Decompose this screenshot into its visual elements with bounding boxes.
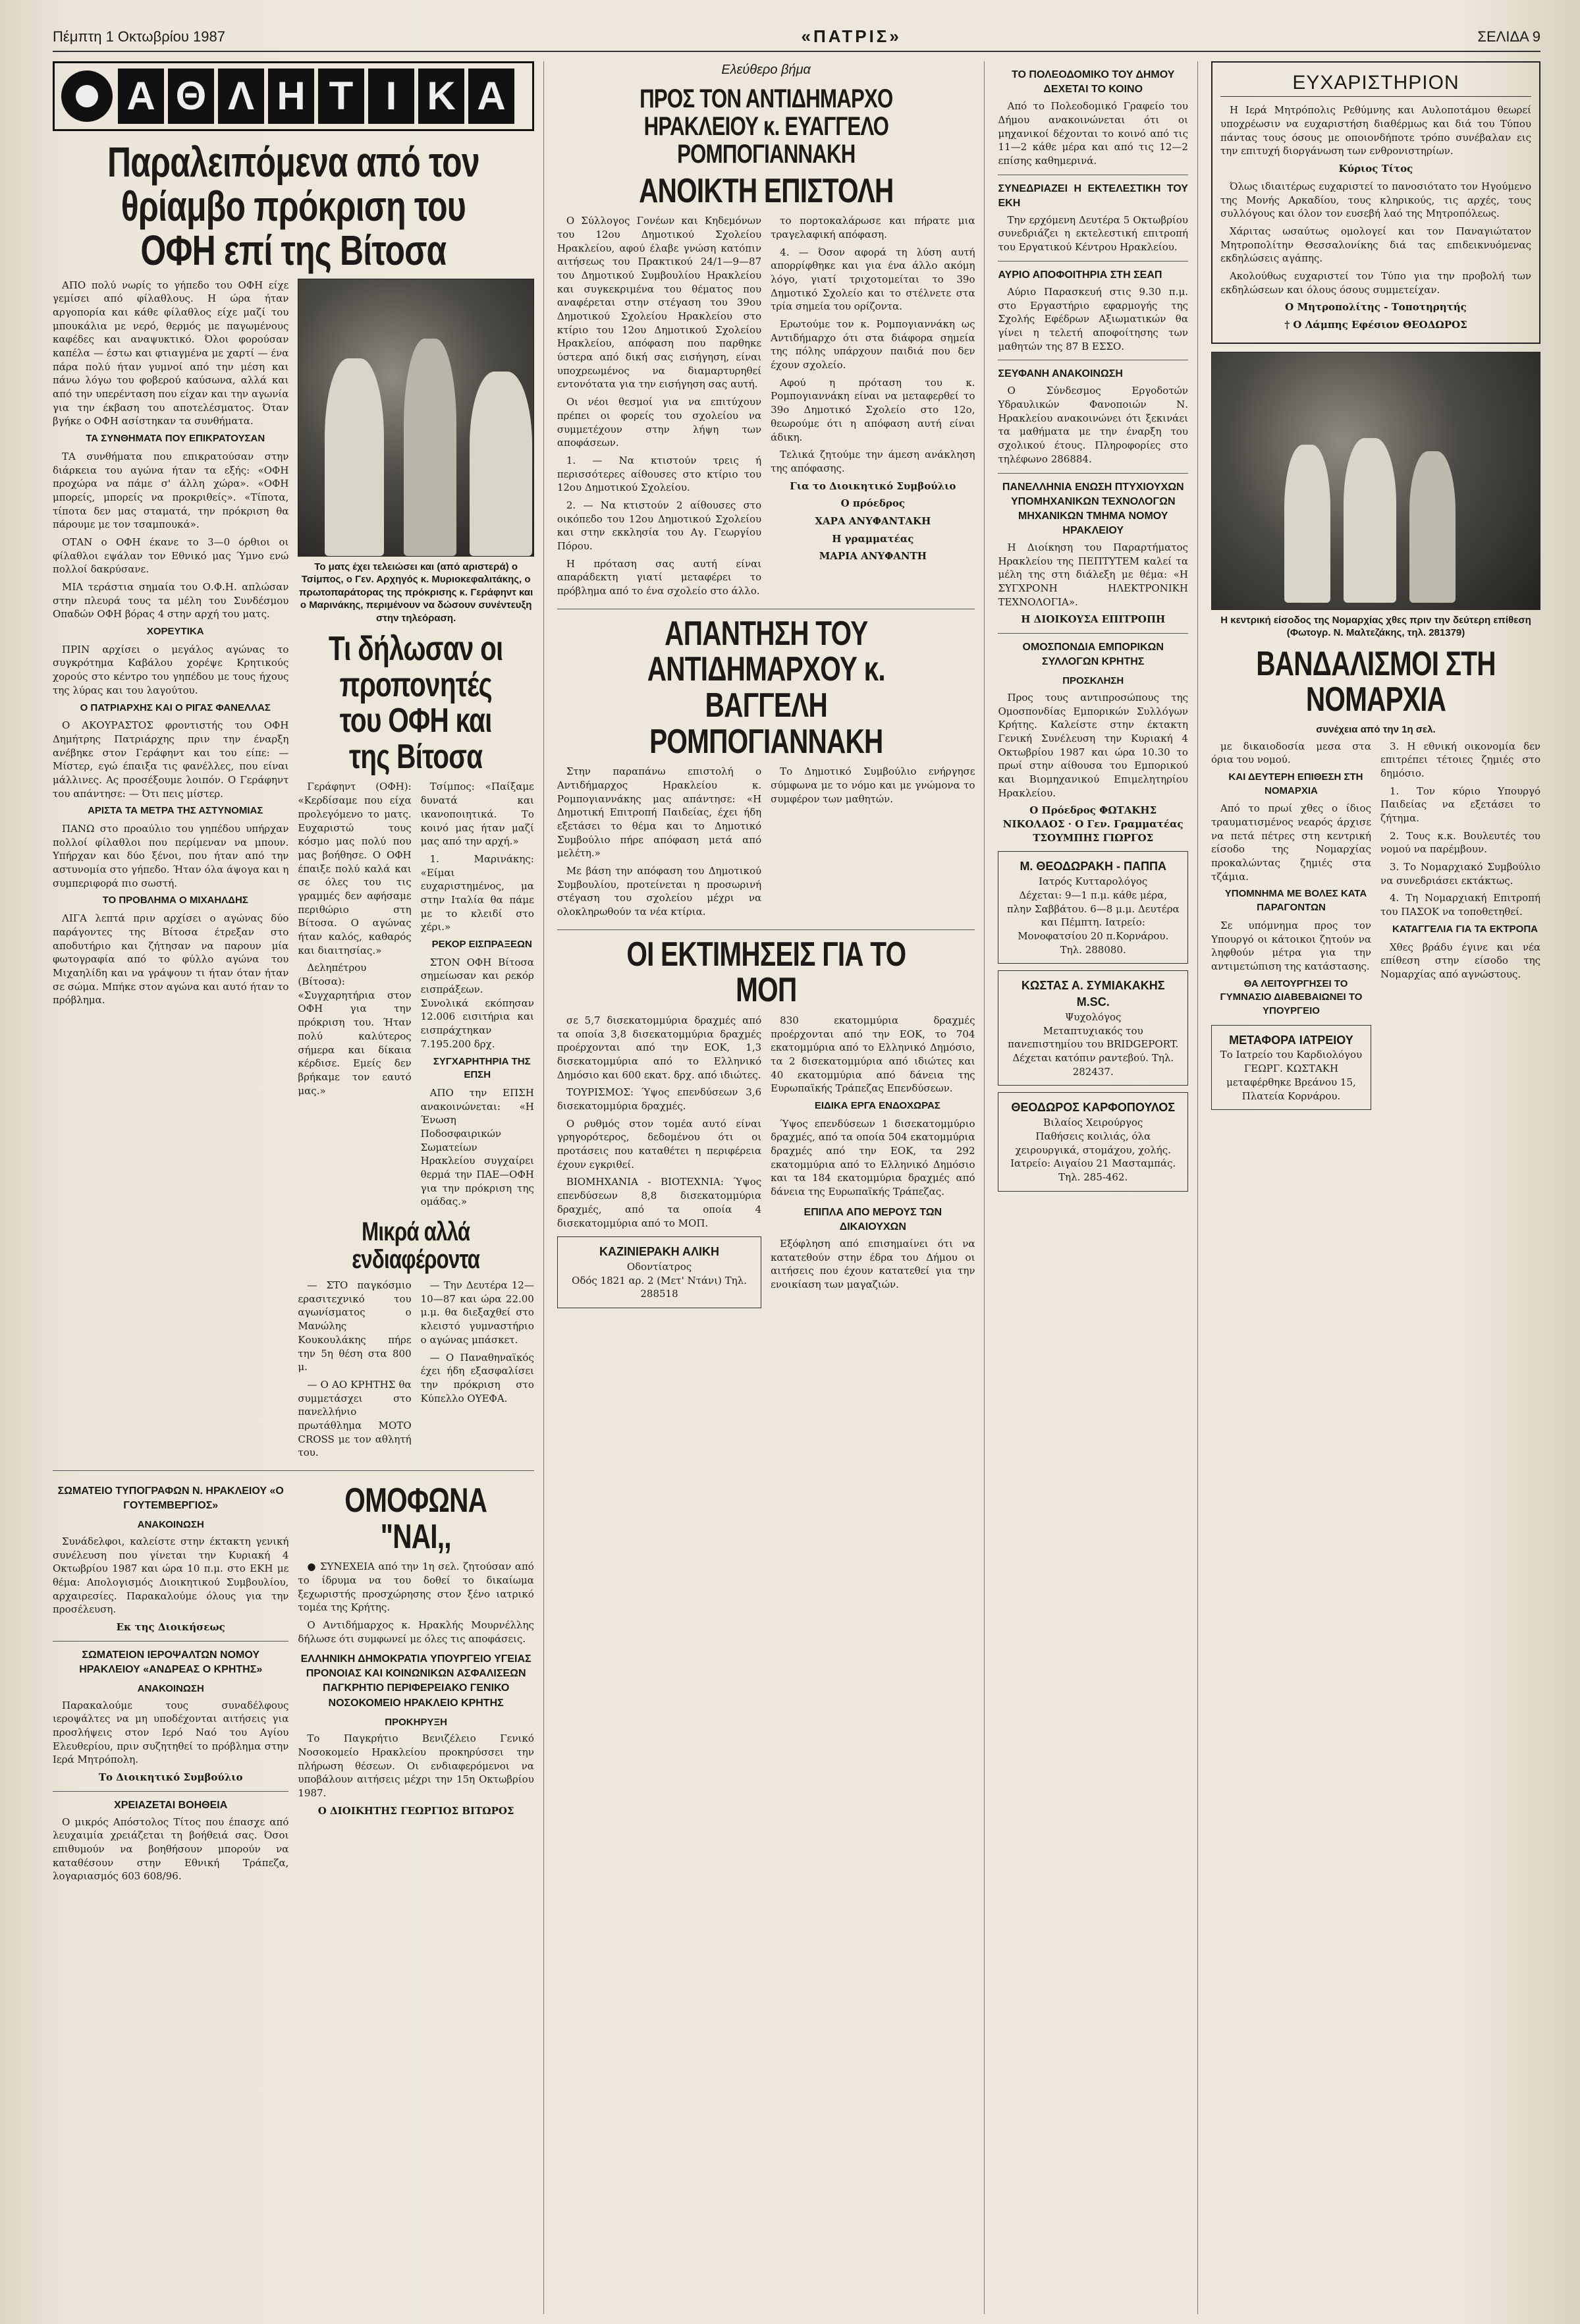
notice-text: Η Διοίκηση του Παραρτήματος Ηρακλείου της ΠΕΠΤΥΤΕΜ καλεί τα μέλη της στη διάλεξη με θέμα: «Η ΣΥΓΧΡΟΝΗ ΗΛΕΚΤΡΟΝΙΚΗ ΤΕΧΝΟΛΟΓΙΑ». [998, 541, 1188, 608]
announcement-heading: ΕΛΛΗΝΙΚΗ ΔΗΜΟΚΡΑΤΙΑ ΥΠΟΥΡΓΕΙΟ ΥΓΕΙΑΣ ΠΡΟΝΟΙΑΣ ΚΑΙ ΚΟΙΝΩΝΙΚΩΝ ΑΣΦΑΛΙΣΕΩΝ ΠΑΓΚΡΗΤΙΟ ΠΕΡΙΦΕΡΕΙΑΚΟ ΓΕΝΙΚΟ ΝΟΣΟΚΟΜΕΙΟ ΗΡΑΚΛΕΙΟ ΚΡΗΤΗΣ [300, 1653, 531, 1709]
nomarchia-body-left [1211, 740, 1371, 1117]
paragraph: 2. Τους κ.κ. Βουλευτές του νομού να παρέμβουν. [1380, 829, 1540, 856]
paragraph: Η πρόταση σας αυτή είναι απαράδεκτη γιατί μεταφέρει το πρόβλημα από το ένα σχολείο στο άλλο. [557, 557, 762, 597]
letter-signature-role: Η γραμματέας [832, 532, 914, 545]
letter-body [557, 214, 975, 602]
nomarchia-photo-caption: Η κεντρική είσοδος της Νομαρχίας χθες πριν την δεύτερη επίθεση (Φωτογρ. Ν. Μαλτεζάκης, τηλ. 281379) [1220, 614, 1531, 639]
paragraph: ΜΙΑ τεράστια σημαία του Ο.Φ.Η. απλώσαν στην πλευρά τους τα μέλη του Συνδέσμου Οπαδών ΟΦΗ βόρας 4 στην αρχή του ματς. [53, 581, 289, 621]
ad-text: Δέχεται: 9—1 π.μ. κάθε μέρα, πλην Σαββάτου. 6—8 μ.μ. Δευτέρα και Πέμπτη. Ιατρείο: Μονοφατσίου 20 π.Κορνάρου. Τηλ. 288080. [1006, 889, 1180, 956]
football-icon [61, 70, 113, 122]
paragraph: ΒΙΟΜΗΧΑΝΙΑ - ΒΙΟΤΕΧΝΙΑ: Ύψος επενδύσεων 8,8 δισεκατομμύρια δραχμές, από τα οποία 4 δισεκατομμύρια από το ΜΟΠ. [557, 1176, 762, 1229]
paragraph: Τελικά ζητούμε την άμεση ανάκληση της απόφασης. [771, 449, 975, 474]
sports-headline-2: Τι δήλωσαν οι προπονητές του ΟΦΗ και της Βίτοσα [329, 630, 503, 776]
ad-role: Οδοντίατρος [626, 1261, 692, 1273]
short-news-right [421, 1279, 534, 1464]
divider [998, 473, 1187, 474]
ad-name: ΚΑΖΙΝΙΕΡΑΚΗ ΑΛΙΚΗ [599, 1245, 719, 1259]
reply-body-left [557, 765, 761, 923]
notice-title: ΑΥΡΙΟ ΑΠΟΦΟΙΤΗΡΙΑ ΣΤΗ ΣΕΑΠ [998, 269, 1162, 281]
notice-text: Αύριο Παρασκευή στις 9.30 π.μ. στο Εργαστήριο εφαρμογής της Σχολής Εφέδρων Αξιωματικών θα γίνει η τελετή αποφοίτησης των μαθητών της 87 Β ΕΣΣΟ. [998, 285, 1188, 352]
ad-name: Μ. ΘΕΟΔΩΡΑΚΗ - ΠΑΠΠΑ [1020, 860, 1166, 873]
paragraph: 4. Τη Νομαρχιακή Επιτροπή του ΠΑΣΟΚ να τοποθετηθεί. [1380, 892, 1540, 918]
subheading: ΕΙΔΙΚΑ ΕΡΓΑ ΕΝΔΟΧΩΡΑΣ [814, 1100, 940, 1111]
notice-title: ΣΩΜΑΤΕΙΟ ΤΥΠΟΓΡΑΦΩΝ Ν. ΗΡΑΚΛΕΙΟΥ «Ο ΓΟΥΤΕΜΒΕΡΓΙΟΣ» [57, 1485, 284, 1512]
ad-cytologist [998, 851, 1187, 964]
photo-figure [1284, 445, 1330, 603]
paragraph: το πορτοκαλάρωσε και πήρατε μια τραγελαφική απόφαση. [771, 215, 975, 240]
banner-letter: Θ [168, 69, 214, 124]
paragraph: Στην παραπάνω επιστολή ο Αντιδήμαρχος Ηρακλείου κ. Ρομπογιαννάκης μας απάντησε: «Η Δημοτική Επιτροπή Παιδείας, έχει ήδη εξετάσει το θέμα και το Δημοτικό Συμβούλιο πήρε απόφαση μετά από μελέτη.» [557, 765, 762, 860]
banner-letter: Α [118, 69, 164, 124]
letter-headline: ΠΡΟΣ ΤΟΝ ΑΝΤΙΔΗΜΑΡΧΟ ΗΡΑΚΛΕΙΟΥ κ. ΕΥΑΓΓΕΛΟ ΡΟΜΠΟΓΙΑΝΝΑΚΗ [639, 84, 893, 169]
short-news [298, 1279, 533, 1464]
reply-body [557, 765, 975, 923]
notice-text: Προς τους αντιπροσώπους της Ομοσπονδίας Εμπορικών Συλλόγων Κρήτης. Καλείστε στην έκτακτη Γενική Συνέλευση την Κυριακή 4 Οκτωβρίου 1987 και ώρα 10.30 το πρωί στην αίθουσα του Εμπορικού και Βιομηχανικού Επιμελητηρίου Ηρακλείου. [998, 691, 1188, 799]
thanks-signature-role: Κύριος Τίτος [1338, 163, 1413, 175]
sports-banner-letters [118, 69, 514, 124]
subheading: Ο ΠΑΤΡΙΑΡΧΗΣ ΚΑΙ Ο ΡΙΓΑΣ ΦΑΝΕΛΛΑΣ [80, 702, 271, 713]
paragraph: Χθες βράδυ έγινε και νέα επίθεση στην είσοδο της Νομαρχίας από αγνώστους. [1380, 941, 1540, 980]
announcement-signature: Ο ΔΙΟΙΚΗΤΗΣ ΓΕΩΡΓΙΟΣ ΒΙΤΩΡΟΣ [317, 1804, 514, 1817]
ad-text: Μεταπτυχιακός του πανεπιστημίου του BRIDGEPORT. Δέχεται κατόπιν ραντεβού. Τηλ. 282437. [1008, 1024, 1179, 1078]
divider [998, 261, 1187, 262]
sports-banner [53, 61, 534, 131]
paragraph: ● ΣΥΝΕΧΕΙΑ από την 1η σελ. ζητούσαν από το ίδρυμα να του δοθεί το δικαίωμα ξεχωριστής προσχώρησης στον ξένο ιατρικό τομέα της Κρήτης. [298, 1561, 534, 1614]
notice-title: ΤΟ ΠΟΛΕΟΔΟΜΙΚΟ ΤΟΥ ΔΗΜΟΥ ΔΕΧΕΤΑΙ ΤΟ ΚΟΙΝΟ [1012, 69, 1175, 96]
notice-text: Συνάδελφοι, καλείστε στην έκτακτη γενική συνέλευση που γίνεται την Κυριακή 4 Οκτωβρίου 1987 και ώρα 10 π.μ. στο ΕΚΗ με θέμα: Απολογισμός Διοικητικού Συμβουλίου, αρχαιρεσίες. Παρακαλούμε όλους για την προσέλευση. [53, 1535, 289, 1616]
paragraph: Αφού η πρόταση του κ. Ρομπογιαννάκη είναι να μεταφερθεί το 39ο Δημοτικό Σχολείο στο 12ο, θεωρούμε ότι η απόφαση αυτή είναι άδικη. [771, 376, 975, 443]
notice-subtitle: ΠΡΟΣΚΛΗΣΗ [1062, 675, 1124, 687]
photo-figure [1409, 451, 1456, 603]
issue-date: Πέμπτη 1 Οκτωβρίου 1987 [53, 28, 225, 45]
coaches-article [298, 780, 533, 1213]
subheading: ΣΥΓΧΑΡΗΤΗΡΙΑ ΤΗΣ ΕΠΣΗ [433, 1055, 531, 1081]
ad-psychologist [998, 970, 1187, 1086]
thanks-signature-1: Ο Μητροπολίτης - Τοποτηρητής [1285, 301, 1467, 314]
paragraph: με δικαιοδοσία μεσα στα όρια του νομού. [1211, 740, 1371, 766]
paragraph: 3. Το Νομαρχιακό Συμβούλιο να συνεδριάσει εκτάκτως. [1380, 861, 1540, 887]
paragraph: Δεληπέτρου (Βίτοσα): «Συγχαρητήρια στον ΟΦΗ για την πρόκριση του. Ήταν πολύ καλύτερος σήμερα και δίκαια κέρδισε. Εμείς δεν βρήκαμε τον εαυτό μας.» [298, 962, 412, 1097]
divider [998, 633, 1187, 634]
paragraph: Όλως ιδιαιτέρως ευχαριστεί το πανοσιότατο τον Ηγούμενο της Μονής Αρκαδίου, τους κληρικούς, τις αρχές, τους συλλόγους και όλον τον ευσεβή λαό της Μητροπόλεως. [1220, 180, 1531, 220]
nomarchia-body [1211, 740, 1540, 1117]
paragraph: Ερωτούμε τον κ. Ρομπογιαννάκη ως Αντιδήμαρχο ότι στα διάφορα σημεία της πόλης υπάρχουν παιδιά που δεν έχουν σχολείο. [771, 318, 975, 372]
ad-name: ΚΩΣΤΑΣ Α. ΣΥΜΙΑΚΑΚΗΣ M.SC. [1021, 979, 1165, 1009]
paragraph: Το Δημοτικό Συμβούλιο ενήργησε σύμφωνα με το νόμο και με γνώμονα το συμφέρον των μαθητών. [771, 765, 975, 805]
paragraph: 1. — Να κτιστούν τρεις ή περισσότερες αίθουσες στο κτίριο του 12ου Δημοτικού Σχολείου. [557, 454, 762, 494]
photo-figure [325, 358, 384, 556]
paragraph: ΠΡΙΝ αρχίσει ο μεγάλος αγώνας το συγκρότημα Καβάλου χορέψε Κρητικούς χορούς στο κέντρο του γηπέδου με τους ήχους της λύρας και του λαγούτου. [53, 643, 289, 696]
ad-role: Βιλαίος Χειρούργος [1043, 1117, 1143, 1129]
nomarchia-continued: συνέχεια από την 1η σελ. [1316, 723, 1436, 735]
sports-article-1 [53, 279, 534, 1464]
banner-letter: Ι [368, 69, 414, 124]
ad-surgeon [998, 1092, 1187, 1191]
letter-body-left [557, 214, 761, 602]
ad-role: Ψυχολόγος [1065, 1010, 1122, 1023]
paragraph: ΤΟΥΡΙΣΜΟΣ: Ύψος επενδύσεων 3,6 δισεκατομμύρια δραχμές. [557, 1086, 762, 1112]
sports-headline-3: Μικρά αλλά ενδιαφέροντα [352, 1217, 480, 1275]
coaches-article-left [298, 780, 411, 1213]
mop-body [557, 1014, 975, 1315]
notice-title: ΧΡΕΙΑΖΕΤΑΙ ΒΟΗΘΕΙΑ [114, 1799, 228, 1811]
letter-headline-2: ΑΝΟΙΚΤΗ ΕΠΙΣΤΟΛΗ [638, 171, 894, 210]
notice-text: Από το Πολεοδομικό Γραφείο του Δήμου ανακοινώνεται ότι οι μηχανικοί δέχονται το κοινό από τις 11—2 κάθε μέρα και από τις 12—2 επίσης καθημερινά. [998, 100, 1188, 167]
mop-body-right [771, 1014, 975, 1315]
paragraph: ΛΙΓΑ λεπτά πριν αρχίσει ο αγώνας δύο παράγοντες της Βίτοσα έτρεξαν στο αποδυτήριο και ζήτησαν να παρουν μία φωτογραφία από το φύλλο αγώνα του Μιχαηλίδη και να γράψουν τι ήταν όταν ήταν σε σώμα. Μπήκε στον αγώνα και αυτό ήταν το πρόβλημα. [53, 912, 289, 1007]
subheading: ΘΑ ΛΕΙΤΟΥΡΓΗΣΕΙ ΤΟ ΓΥΜΝΑΣΙΟ ΔΙΑΒΕΒΑΙΩΝΕΙ ΤΟ ΥΠΟΥΡΓΕΙΟ [1220, 978, 1363, 1016]
notice-text: Την ερχόμενη Δευτέρα 5 Οκτωβρίου συνεδριάζει η εκτελεστική επιτροπή του Εργατικού Κέντρου Ηρακλείου. [998, 213, 1188, 254]
paragraph: Η Ιερά Μητρόπολις Ρεθύμνης και Αυλοποτάμου θεωρεί υποχρέωσιν να ευχαριστήση διαθέρμως και διά του Τύπου πάντας τους όσους με οποιονδήποτε τρόπο συνέβαλαν εις την επιτυχή διοργάνωση των ενθρονιστηρίων. [1220, 104, 1531, 157]
reply-headline: ΑΠΑΝΤΗΣΗ ΤΟΥ ΑΝΤΙΔΗΜΑΡΧΟΥ κ. ΒΑΓΓΕΛΗ ΡΟΜΠΟΓΙΑΝΝΑΚΗ [647, 614, 885, 761]
paragraph: Χάριτας ωσαύτως ομολογεί και τον Παναγιώτατον Μητροπολίτην Θεσσαλονίκης διά τας επιδεικνυόμενας εκδηλώσεις αγάπης. [1220, 225, 1531, 265]
paragraph: Ο Αντιδήμαρχος κ. Ηρακλής Μουρνέλλης δήλωσε ότι συμφωνεί με όλες τις αποφάσεις. [298, 1618, 534, 1645]
notice-signature: Ο Πρόεδρος ΦΩΤΑΚΗΣ ΝΙΚΟΛΑΟΣ · Ο Γεν. Γραμματέας ΤΣΟΥΜΠΗΣ ΓΙΩΡΓΟΣ [1002, 804, 1184, 844]
subheading: ΚΑΙ ΔΕΥΤΕΡΗ ΕΠΙΘΕΣΗ ΣΤΗ ΝΟΜΑΡΧΙΑ [1228, 771, 1363, 796]
paragraph: 1. Μαρινάκης: «Είμαι ευχαριστημένος, μα στην Ιταλία θα πάμε με το κλειδί στο χέρι.» [420, 852, 534, 933]
paragraph: Τσίμπος: «Παίξαμε δυνατά και ικανοποιητικά. Το κοινό μας ήταν μαζί μας από την αρχή.» [420, 781, 534, 848]
banner-letter: Λ [218, 69, 264, 124]
columns [53, 61, 1540, 2314]
epipla-title: ΕΠΙΠΛΑ ΑΠΟ ΜΕΡΟΥΣ ΤΩΝ ΔΙΚΑΙΟΥΧΩΝ [804, 1206, 942, 1232]
notice-signature: Η ΔΙΟΙΚΟΥΣΑ ΕΠΙΤΡΟΠΗ [1021, 613, 1166, 626]
photo-figure [404, 339, 456, 556]
ad-text: Το Ιατρείο του Καρδιολόγου ΓΕΩΡΓ. ΚΩΣΤΑΚΗ μεταφέρθηκε Βρεάνου 15, Πλατεία Κορνάρου. [1220, 1049, 1363, 1102]
paragraph: ΑΠΟ την ΕΠΣΗ ανακοινώνεται: «Η Ένωση Ποδοσφαιρικών Σωματείων Ηρακλείου συγχαίρει θερμά την ΠΑΕ—ΟΦΗ για την πρόκριση της ομάδας.» [420, 1086, 534, 1208]
paragraph: Το Παγκρήτιο Βενιζέλειο Γενικό Νοσοκομείο Ηρακλείου προκηρύσσει την πλήρωση θέσεων. Οι ενδιαφερόμενοι να υποβάλουν αιτήσεις μέχρι την 15η Οκτωβρίου 1987. [298, 1732, 534, 1800]
subheading: ΡΕΚΟΡ ΕΙΣΠΡΑΞΕΩΝ [431, 939, 532, 950]
paragraph: ΑΠΟ πολύ νωρίς το γήπεδο του ΟΦΗ είχε γεμίσει από φίλαθλους. Η ώρα ήταν αργοπορία και κάθε φίλαθλος είχε μαζί του μπουκάλια με νερό, θερμός με παγωμένους καφέδες και αναψυκτικό. Όλοι φορούσαν καπέλα — έστω και φτιαγμένα με χαρτί — ένα πάρα πολύ ήταν γυμνοί από την μέση και πάνω λόγω του φοβερού καύσωνα, αλλά και από την υπερένταση που είχαν και την αγωνία για την έκβαση του αποτελέσματος. Όταν βγήκε ο ΟΦΗ ασίστηκαν τα συνθήματα. [53, 279, 289, 428]
notice-subtitle: ΑΝΑΚΟΙΝΩΣΗ [137, 1519, 204, 1531]
notice-text: Ο μικρός Απόστολος Τίτος που έπασχε από λευχαιμία χρειάζεται τη βοήθειά σας. Όσοι επιθυμούν να βοηθήσουν μπορούν να καταθέσουν στην Εθνική Τράπεζα, λογαριασμός 603 608/96. [53, 1815, 289, 1883]
ad-role: Ιατρός Κυτταρολόγος [1039, 875, 1148, 888]
sports-headline-1: Παραλειπόμενα από τον θρίαμβο πρόκριση του ΟΦΗ επί της Βίτοσα [107, 138, 479, 275]
association-notices [53, 1478, 288, 1887]
divider [53, 1641, 288, 1642]
banner-letter: Η [268, 69, 314, 124]
letter-signature-role: Ο πρόεδρος [840, 497, 906, 510]
paragraph: 830 εκατομμύρια δραχμές προέρχονται από την ΕΟΚ, το 704 εκατομμύρια από το Ελληνικό Δημόσιο, τα 2 δισεκατομμύρια από ιδιώτες και 40 εκατομμύρια από δάνεια της Ευρωπαϊκής Τράπεζας Επενδύσεων. [771, 1014, 975, 1095]
open-letter-section [557, 61, 985, 2314]
paragraph: ΣΤΟΝ ΟΦΗ Βίτοσα σημείωσαν και ρεκόρ εισπράξεων. Συνολικά εκόπησαν 12.006 εισιτήρια και εισπράχτηκαν 7.195.200 δρχ. [420, 956, 534, 1050]
paragraph: ΠΑΝΩ στο προαύλιο του γηπέδου υπήρχαν πολλοί φίλαθλοι που περίμεναν να μπουν. Υπήρχαν και δύο ξένοι, που ήταν από την αστυνομία στο γήπεδο. Ήταν όλα άψογα και η συμπεριφορά πιο σωστή. [53, 823, 289, 889]
ad-name: ΜΕΤΑΦΟΡΑ ΙΑΤΡΕΙΟΥ [1229, 1033, 1353, 1047]
divider [53, 1470, 534, 1471]
subheading: ΚΑΤΑΓΓΕΛΙΑ ΓΙΑ ΤΑ ΕΚΤΡΟΠΑ [1392, 923, 1539, 935]
paragraph: Από το πρωί χθες ο ίδιος τραυματισμένος νεαρός άρχισε να πετά πέτρες στη κεντρική είσοδο της Νομαρχίας προκαλώντας ζημιές στα τζάμια. [1211, 802, 1371, 883]
coaches-article-right [421, 780, 534, 1213]
divider [557, 929, 975, 930]
photo-figure [1344, 438, 1396, 603]
subheading: ΤΟ ΠΡΟΒΛΗΜΑ Ο ΜΙΧΑΗΛΔΗΣ [102, 895, 248, 906]
sports-section [53, 61, 544, 2314]
paragraph: 2. — Να κτιστούν 2 αίθουσες στο οικόπεδο του 12ου Δημοτικού Σχολείου και στην εκκλησία του Αγ. Γεωργίου Πόρου. [557, 499, 762, 552]
letter-signature-name: ΧΑΡΑ ΑΝΥΦΑΝΤΑΚΗ [815, 514, 931, 527]
paragraph: — Ο ΑΟ ΚΡΗΤΗΣ θα συμμετάσχει στο πανελλήνιο πρωτάθλημα MOTO CROSS με τον αθλητή του. [298, 1378, 412, 1459]
paragraph: Ύψος επενδύσεων 1 δισεκατομμύριο δραχμές, από τα οποία 504 εκατομμύρια δραχμές από την ΕΟΚ, τα 292 εκατομμύρια από το Ελληνικό Δημόσιο και τα 184 εκατομμύρια δραχμές από δάνεια της Ευρωπαϊκής Τράπεζας. [771, 1117, 975, 1198]
notice-text: Παρακαλούμε τους συναδέλφους ιεροψάλτες να μη υποδέχονται αιτήσεις για προσλήψεις στον Ιερό Ναό του Αγίου Ελευθερίου, πριν συζητηθεί το πρόβλημα στην Ιερά Μητρόπολη. [53, 1699, 289, 1766]
photo-caption: Το ματς έχει τελειώσει και (από αριστερά) ο Τσίμπος, ο Γεν. Αρχηγός κ. Μυριοκεφαλιτάκης, ο πρωτοπαράτορας της πρόκρισης κ. Γεράφηντ και ο Μαρινάκης, περιμένουν να δώσουν συνέντευξη στην τηλεόραση. [298, 561, 533, 624]
paragraph: Οι νέοι θεσμοί για να επιτύχουν πρέπει οι φορείς του σχολείου να συμμετέχουν στην λήψη των αποφάσεων. [557, 396, 762, 449]
letter-kicker: Ελεύθερο βήμα [721, 63, 811, 77]
ad-dentist [557, 1236, 761, 1308]
banner-letter: Κ [418, 69, 464, 124]
subheading: ΑΡΙΣΤΑ ΤΑ ΜΕΤΡΑ ΤΗΣ ΑΣΤΥΝΟΜΙΑΣ [88, 805, 263, 817]
thanks-title: ΕΥΧΑΡΙΣΤΗΡΙΟΝ [1220, 69, 1531, 97]
nomarchia-photo [1211, 352, 1540, 610]
banner-letter: Α [468, 69, 514, 124]
paragraph: σε 5,7 δισεκατομμύρια δραχμές από τα οποία 3,8 δισεκατομμύρια δραχμές προέρχονται από την ΕΟΚ, 1,3 δισεκατομμύρια από το Ελληνικό Δημόσιο και 600 εκατ. δρχ. από ιδιώτες. [557, 1014, 762, 1081]
notice-title: ΣΩΜΑΤΕΙΟΝ ΙΕΡΟΨΑΛΤΩΝ ΝΟΜΟΥ ΗΡΑΚΛΕΙΟΥ «ΑΝΔΡΕΑΣ Ο ΚΡΗΤΗΣ» [79, 1649, 263, 1675]
paragraph: — ΣΤΟ παγκόσμιο ερασιτεχνικό του αγωνίσματος ο Μανώλης Κουκουλάκης πήρε την 5η θέση στα 800 μ. [298, 1279, 412, 1373]
omofona-article [298, 1478, 533, 1887]
ad-text: Παθήσεις κοιλιάς, όλα χειρουργικά, στομάχου, χολής. Ιατρείο: Αιγαίου 21 Μασταμπάς. Τηλ. 285-462. [1010, 1130, 1176, 1183]
mop-body-left [557, 1014, 761, 1315]
ad-text: Οδός 1821 αρ. 2 (Μετ' Ντάνι) Τηλ. 288518 [572, 1274, 747, 1300]
paragraph: ΟΤΑΝ ο ΟΦΗ έκανε το 3—0 όρθιοι οι φίλαθλοι εψάλαν τον Εθνικό μας Ύμνο ενώ πολλοί δακρύσανε. [53, 536, 289, 576]
paragraph: 4. — Όσον αφορά τη λύση αυτή απορρίφθηκε και για ένα άλλο ακόμη λόγο, γιατί τριχοτομείται το 39ο Δημοτικό Σχολείο και το στέλνετε στα τρία σημεία του ορίζοντα. [771, 246, 975, 313]
photo-figure [470, 372, 532, 556]
notices-column [998, 61, 1197, 2314]
sports-article-1-text [53, 279, 288, 1464]
notice-signature: Το Διοικητικό Συμβούλιο [98, 1771, 243, 1783]
paragraph: Γεράφηντ (ΟΦΗ): «Κερδίσαμε που είχα προλεγόμενο το ματς. Ευχαριστώ τους κόσμο μας πολύ που μας βοήθησε. Ο ΟΦΗ έπαιξε πολύ καλά και σε όλες του τις γραμμές δεν αφήσαμε περιθώριο στη Βίτοσα. Ο αγώνας ήταν καλός, καθαρός και διαιτησίας.» [298, 781, 412, 956]
paragraph: Ο Σύλλογος Γονέων και Κηδεμόνων του 12ου Δημοτικού Σχολείου Ηρακλείου, αφού έλαβε γνώση κατόπιν αιτήσεως του Πρακτικού 24/1—9—87 του Δημοτικού Συμβουλίου Ηρακλείου και συγκεκριμένα του θέματος που αναφέρεται στην στέγαση του 39ου Δημοτικού Σχολείου Ηρακλείου στο κτίριο του 12ου Δημοτικού Σχολείου Ηρακλείου, απόφαση που παρθηκε ύστερα από δική σας εισήγηση, είναι υποχρεωμένος να διαμαρτυρηθεί εντονότατα για την εισήγηση σας αυτή. [557, 215, 762, 391]
paragraph: Με βάση την απόφαση του Δημοτικού Συμβουλίου, προτείνεται η προσωρινή στέγαση του σχολείου μέχρι να ολοκληρωθούν τα νέα κτίρια. [557, 864, 762, 918]
paragraph: — Την Δευτέρα 12—10—87 και ώρα 22.00 μ.μ. θα διεξαχθεί στο κλειστό γυμναστήριο ο αγώνας μπάσκετ. [420, 1279, 534, 1346]
notice-signature: Εκ της Διοικήσεως [116, 1620, 225, 1633]
notice-title: ΠΑΝΕΛΛΗΝΙΑ ΕΝΩΣΗ ΠΤΥΧΙΟΥΧΩΝ ΥΠΟΜΗΧΑΝΙΚΩΝ ΤΕΧΝΟΛΟΓΩΝ ΜΗΧΑΝΙΚΩΝ ΤΜΗΜΑ ΝΟΜΟΥ ΗΡΑΚΛΕΙΟΥ [1002, 481, 1184, 536]
paragraph: Ο ρυθμός στον τομέα αυτό είναι γρηγορότερος, δεδομένου ότι οι προτάσεις που καταθέτει η περιφέρεια έχουν εγκριθεί. [557, 1117, 762, 1171]
omofona-headline: ΟΜΟΦΩΝΑ "ΝΑΙ,, [344, 1481, 487, 1556]
notice-title: ΣΕΥΦΑΝΗ ΑΝΑΚΟΙΝΩΣΗ [998, 368, 1123, 380]
ad-name: ΘΕΟΔΩΡΟΣ ΚΑΡΦΟΠΟΥΛΟΣ [1011, 1101, 1176, 1115]
paragraph: Ακολούθως ευχαριστεί τον Τύπο για την προβολή των εκδηλώσεων και όλους όσους συμμετείχαν. [1220, 269, 1531, 296]
sports-article-1-media [298, 279, 533, 1464]
paragraph: — Ο Παναθηναϊκός έχει ήδη εξασφαλίσει την πρόκριση στο Κύπελλο ΟΥΕΦΑ. [420, 1351, 534, 1404]
banner-letter: Τ [318, 69, 364, 124]
paragraph: 1. Τον κύριο Υπουργό Παιδείας να εξετάσει το ζήτημα. [1380, 785, 1540, 825]
paragraph: Ο ΑΚΟΥΡΑΣΤΟΣ φροντιστής του ΟΦΗ Δημήτρης Πατριάρχης πριν την έναρξη ανέβηκε στον Γεράφηντ και του είπε: — Μίστερ, εγώ έπαιξα τις φανέλλες, που είναι μάλλινες. Ας προσέξουμε λοιπόν. Ο Γεράφηντ του απάντησε: — Ότι πεις μίστερ. [53, 719, 289, 800]
mop-headline: ΟΙ ΕΚΤΙΜΗΣΕΙΣ ΓΙΑ ΤΟ ΜΟΠ [626, 935, 906, 1010]
thanks-signature-2: † Ο Λάμπης Εφέσιον ΘΕΟΔΩΡΟΣ [1284, 319, 1467, 331]
lower-left-block [53, 1478, 534, 1887]
subheading: ΧΟΡΕΥΤΙΚΑ [146, 626, 204, 638]
paragraph: Σε υπόμνημα προς τον Υπουργό οι κάτοικοι ζητούν να ληφθούν μέτρα για την αντιμετώπιση της κατάστασης. [1211, 919, 1371, 972]
letter-signature-name: ΜΑΡΙΑ ΑΝΥΦΑΝΤΗ [819, 550, 927, 563]
ad-relocation [1211, 1025, 1371, 1111]
divider [53, 1791, 288, 1792]
epipla-text: Εξόφληση από επισημαίνει ότι να κατατεθούν στην έδρα του Δήμου οι αιτήσεις που έχουν κατατεθεί για την ενοικίαση των μαγαζιών. [771, 1237, 975, 1291]
subheading: ΥΠΟΜΝΗΜΑ ΜΕ ΒΟΛΕΣ ΚΑΤΑ ΠΑΡΑΓΟΝΤΩΝ [1224, 888, 1367, 914]
subheading: ΤΑ ΣΥΝΘΗΜΑΤΑ ΠΟΥ ΕΠΙΚΡΑΤΟΥΣΑΝ [86, 433, 265, 445]
thanks-box [1211, 61, 1540, 344]
page-number: ΣΕΛΙΔΑ 9 [1477, 28, 1540, 45]
notice-text: Ο Σύνδεσμος Εργοδοτών Υδραυλικών Φανοποιών Ν. Ηρακλείου ανακοινώνει ότι ξεκινάει τα μαθήματα με την έναρξη του σχολικού έτους. Πληροφορίες στο τηλέφωνο 286884. [998, 385, 1188, 465]
team-photo [298, 279, 533, 557]
running-head [53, 26, 1540, 52]
notice-subtitle: ΑΝΑΚΟΙΝΩΣΗ [137, 1682, 204, 1694]
short-news-left [298, 1279, 411, 1464]
nomarchia-headline: ΒΑΝΔΑΛΙΣΜΟΙ ΣΤΗ ΝΟΜΑΡΧΙΑ [1256, 644, 1496, 719]
notice-title: ΟΜΟΣΠΟΝΔΙΑ ΕΜΠΟΡΙΚΩΝ ΣΥΛΛΟΓΩΝ ΚΡΗΤΗΣ [1022, 641, 1164, 668]
paragraph: ΤΑ συνθήματα που επικρατούσαν στην διάρκεια του αγώνα ήταν τα εξής: «ΟΦΗ προχώρα να πάμε σ' άλλη χώρα». «ΟΦΗ μπορείς, μπορείς να προκριθείς». «Τίποτα, τίποτα δεν μας σταματά, την πρόκριση θα πάρουμε με τον τσαμπουκά». [53, 450, 289, 531]
masthead: «ΠΑΤΡΙΣ» [801, 26, 902, 46]
announcement-subheading: ΠΡΟΚΗΡΥΞΗ [385, 1716, 447, 1728]
notice-title: ΣΥΝΕΔΡΙΑΖΕΙ Η ΕΚΤΕΛΕΣΤΙΚΗ ΤΟΥ ΕΚΗ [998, 182, 1188, 209]
right-column [1211, 61, 1540, 2314]
letter-signature-intro: Για το Διοικητικό Συμβούλιο [790, 480, 956, 492]
letter-body-right [771, 214, 975, 602]
nomarchia-body-right [1380, 740, 1540, 1117]
paragraph: 3. Η εθνική οικονομία δεν επιτρέπει τέτοιες ζημιές στο δημόσιο. [1380, 740, 1540, 779]
reply-body-right [771, 765, 975, 923]
